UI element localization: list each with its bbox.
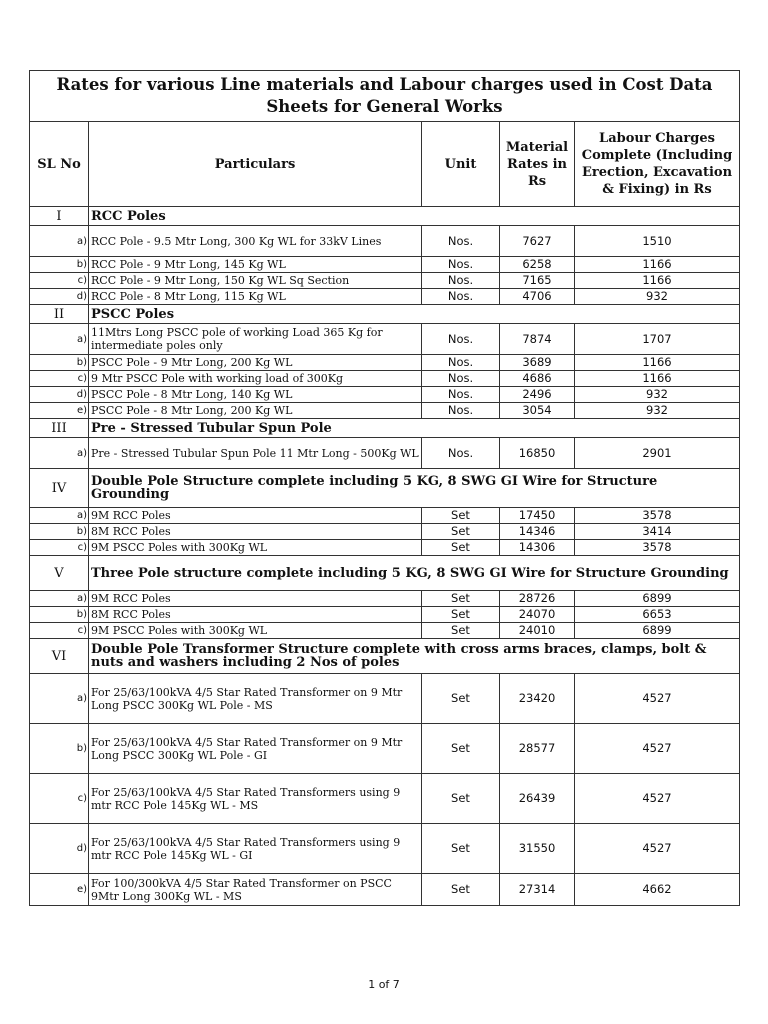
item-material-rate: 6258	[500, 257, 575, 273]
item-unit: Nos.	[422, 324, 500, 355]
item-material-rate: 23420	[500, 674, 575, 724]
item-letter: d)	[30, 824, 89, 874]
item-labour-charge: 3414	[575, 524, 740, 540]
item-letter: e)	[30, 403, 89, 419]
item-unit: Set	[422, 724, 500, 774]
item-particulars: RCC Pole - 9.5 Mtr Long, 300 Kg WL for 33kV Lines	[89, 226, 422, 257]
header-labour-charges: Labour Charges Complete (Including Erection, Excavation & Fixing) in Rs	[575, 122, 740, 207]
table-row	[30, 257, 740, 273]
section-number: I	[30, 207, 89, 226]
item-particulars: For 25/63/100kVA 4/5 Star Rated Transformers using 9 mtr RCC Pole 145Kg WL - MS	[89, 774, 422, 824]
table-row	[30, 324, 740, 355]
item-unit: Set	[422, 674, 500, 724]
item-unit: Nos.	[422, 355, 500, 371]
item-material-rate: 14306	[500, 540, 575, 556]
item-labour-charge: 1166	[575, 371, 740, 387]
item-labour-charge: 932	[575, 403, 740, 419]
section-row	[30, 556, 740, 591]
item-particulars: RCC Pole - 9 Mtr Long, 145 Kg WL	[89, 257, 422, 273]
item-unit: Set	[422, 607, 500, 623]
table-row	[30, 289, 740, 305]
section-title: PSCC Poles	[89, 305, 740, 324]
table-row	[30, 226, 740, 257]
item-labour-charge: 6899	[575, 623, 740, 639]
header-row	[30, 122, 740, 207]
item-particulars: 8M RCC Poles	[89, 607, 422, 623]
item-particulars: For 25/63/100kVA 4/5 Star Rated Transformer on 9 Mtr Long PSCC 300Kg WL Pole - GI	[89, 724, 422, 774]
item-particulars: RCC Pole - 9 Mtr Long, 150 Kg WL Sq Section	[89, 273, 422, 289]
item-particulars: PSCC Pole - 8 Mtr Long, 140 Kg WL	[89, 387, 422, 403]
item-material-rate: 3689	[500, 355, 575, 371]
table-row	[30, 724, 740, 774]
item-unit: Set	[422, 591, 500, 607]
item-material-rate: 4686	[500, 371, 575, 387]
table-row	[30, 623, 740, 639]
item-material-rate: 26439	[500, 774, 575, 824]
item-labour-charge: 1166	[575, 273, 740, 289]
item-labour-charge: 4527	[575, 674, 740, 724]
item-unit: Nos.	[422, 257, 500, 273]
item-letter: c)	[30, 774, 89, 824]
header-material-rates: Material Rates in Rs	[500, 122, 575, 207]
table-row	[30, 355, 740, 371]
section-title: Double Pole Transformer Structure complete with cross arms braces, clamps, bolt & nuts and washers including 2 Nos of poles	[89, 639, 740, 674]
item-material-rate: 28577	[500, 724, 575, 774]
item-letter: c)	[30, 623, 89, 639]
section-row	[30, 207, 740, 226]
section-title: RCC Poles	[89, 207, 740, 226]
item-labour-charge: 932	[575, 289, 740, 305]
item-particulars: RCC Pole - 8 Mtr Long, 115 Kg WL	[89, 289, 422, 305]
section-title: Three Pole structure complete including 5 KG, 8 SWG GI Wire for Structure Grounding	[89, 556, 740, 591]
item-unit: Set	[422, 874, 500, 906]
item-letter: c)	[30, 371, 89, 387]
table-row	[30, 824, 740, 874]
item-letter: e)	[30, 874, 89, 906]
item-unit: Nos.	[422, 387, 500, 403]
item-letter: a)	[30, 591, 89, 607]
section-number: IV	[30, 469, 89, 508]
item-unit: Set	[422, 774, 500, 824]
item-labour-charge: 1166	[575, 257, 740, 273]
item-particulars: 9M PSCC Poles with 300Kg WL	[89, 540, 422, 556]
section-number: III	[30, 419, 89, 438]
section-title: Pre - Stressed Tubular Spun Pole	[89, 419, 740, 438]
section-row	[30, 469, 740, 508]
item-unit: Nos.	[422, 226, 500, 257]
item-labour-charge: 2901	[575, 438, 740, 469]
table-row	[30, 774, 740, 824]
table-row	[30, 403, 740, 419]
table-row	[30, 273, 740, 289]
item-material-rate: 4706	[500, 289, 575, 305]
header-unit: Unit	[422, 122, 500, 207]
section-row	[30, 419, 740, 438]
item-letter: a)	[30, 438, 89, 469]
item-labour-charge: 4527	[575, 724, 740, 774]
item-particulars: 8M RCC Poles	[89, 524, 422, 540]
header-particulars: Particulars	[89, 122, 422, 207]
section-number: VI	[30, 639, 89, 674]
section-title: Double Pole Structure complete including 5 KG, 8 SWG GI Wire for Structure Grounding	[89, 469, 740, 508]
item-unit: Nos.	[422, 403, 500, 419]
item-material-rate: 27314	[500, 874, 575, 906]
item-labour-charge: 1707	[575, 324, 740, 355]
item-material-rate: 24010	[500, 623, 575, 639]
item-letter: d)	[30, 289, 89, 305]
table-row	[30, 387, 740, 403]
table-row	[30, 524, 740, 540]
item-unit: Set	[422, 508, 500, 524]
section-number: V	[30, 556, 89, 591]
item-labour-charge: 932	[575, 387, 740, 403]
item-particulars: For 25/63/100kVA 4/5 Star Rated Transformer on 9 Mtr Long PSCC 300Kg WL Pole - MS	[89, 674, 422, 724]
item-letter: a)	[30, 226, 89, 257]
table-row	[30, 508, 740, 524]
page-number: 1 of 7	[368, 978, 400, 991]
item-letter: b)	[30, 257, 89, 273]
item-letter: c)	[30, 540, 89, 556]
item-unit: Set	[422, 540, 500, 556]
item-letter: c)	[30, 273, 89, 289]
item-labour-charge: 3578	[575, 540, 740, 556]
item-particulars: 9M RCC Poles	[89, 591, 422, 607]
section-row	[30, 305, 740, 324]
table-row	[30, 438, 740, 469]
item-particulars: PSCC Pole - 9 Mtr Long, 200 Kg WL	[89, 355, 422, 371]
item-unit: Set	[422, 824, 500, 874]
item-particulars: 9M PSCC Poles with 300Kg WL	[89, 623, 422, 639]
item-labour-charge: 4527	[575, 824, 740, 874]
table-row	[30, 874, 740, 906]
item-material-rate: 17450	[500, 508, 575, 524]
item-letter: a)	[30, 674, 89, 724]
section-number: II	[30, 305, 89, 324]
table-row	[30, 371, 740, 387]
page-title: Rates for various Line materials and Labour charges used in Cost Data Sheets for General Works	[30, 71, 740, 122]
item-unit: Nos.	[422, 438, 500, 469]
item-material-rate: 28726	[500, 591, 575, 607]
item-labour-charge: 6899	[575, 591, 740, 607]
item-particulars: For 25/63/100kVA 4/5 Star Rated Transformers using 9 mtr RCC Pole 145Kg WL - GI	[89, 824, 422, 874]
item-labour-charge: 4662	[575, 874, 740, 906]
item-particulars: 9 Mtr PSCC Pole with working load of 300Kg	[89, 371, 422, 387]
item-letter: b)	[30, 607, 89, 623]
item-letter: b)	[30, 724, 89, 774]
item-letter: a)	[30, 324, 89, 355]
item-unit: Nos.	[422, 289, 500, 305]
item-labour-charge: 1510	[575, 226, 740, 257]
item-labour-charge: 1166	[575, 355, 740, 371]
item-letter: d)	[30, 387, 89, 403]
item-unit: Nos.	[422, 371, 500, 387]
table-row	[30, 607, 740, 623]
section-row	[30, 639, 740, 674]
item-material-rate: 24070	[500, 607, 575, 623]
item-material-rate: 7874	[500, 324, 575, 355]
rates-table	[29, 70, 740, 906]
item-particulars: 11Mtrs Long PSCC pole of working Load 365 Kg for intermediate poles only	[89, 324, 422, 355]
item-material-rate: 31550	[500, 824, 575, 874]
item-material-rate: 2496	[500, 387, 575, 403]
item-material-rate: 16850	[500, 438, 575, 469]
table-row	[30, 591, 740, 607]
item-material-rate: 7165	[500, 273, 575, 289]
item-labour-charge: 4527	[575, 774, 740, 824]
item-material-rate: 7627	[500, 226, 575, 257]
title-row	[30, 71, 740, 122]
item-particulars: 9M RCC Poles	[89, 508, 422, 524]
table-row	[30, 540, 740, 556]
item-labour-charge: 6653	[575, 607, 740, 623]
item-material-rate: 3054	[500, 403, 575, 419]
item-material-rate: 14346	[500, 524, 575, 540]
item-letter: b)	[30, 355, 89, 371]
header-sl-no: SL No	[30, 122, 89, 207]
item-particulars: Pre - Stressed Tubular Spun Pole 11 Mtr Long - 500Kg WL	[89, 438, 422, 469]
item-labour-charge: 3578	[575, 508, 740, 524]
item-letter: b)	[30, 524, 89, 540]
item-letter: a)	[30, 508, 89, 524]
item-unit: Set	[422, 524, 500, 540]
rates-sheet	[29, 70, 739, 906]
item-unit: Nos.	[422, 273, 500, 289]
item-particulars: PSCC Pole - 8 Mtr Long, 200 Kg WL	[89, 403, 422, 419]
item-particulars: For 100/300kVA 4/5 Star Rated Transformer on PSCC 9Mtr Long 300Kg WL - MS	[89, 874, 422, 906]
item-unit: Set	[422, 623, 500, 639]
table-row	[30, 674, 740, 724]
